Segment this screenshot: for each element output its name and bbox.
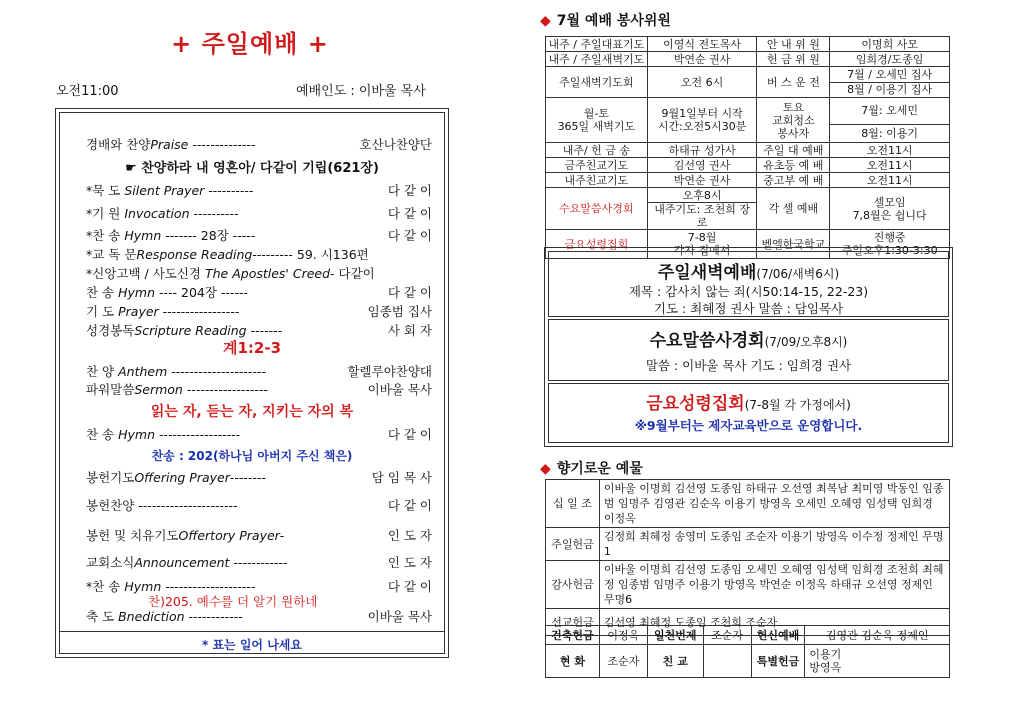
services-box bbox=[544, 247, 953, 447]
duty-section-title: ◆ 7월 예배 봉사위원 bbox=[540, 13, 671, 29]
duty-table: 내주 / 주일대표기도 이영식 전도목사 안 내 위 원 이명희 사모 내주 / 주일새벽기도 박연순 권사 헌 금 위 원 임희경/도종임 주일새벽기도회 오전 6시 버 스 운 전 7월 / 오세민 집사 8월 / 이용기 집사 월-토 365일 새벽기도 9월1일부터 시작 시간:오전5시30분 토요 교회청소 봉사자 7월: 오세민 8월: 이용기 내주/ 헌 금 송 하태규 성가사 주일 대 예배 오전11시 금주친교기도 김선영 권사 유초등 예 배 오전11시 내주친교기도 박연순 권사 중고부 예 배 오전11시 수요말씀사경회 오후8시 각 셀 예배 셀모임 7,8월은 쉽니다 내주기도: 조천희 장로 금요성령집회 7-8월 각자 집에서 벧엘한국학교 진행중 주일오후1:30-3:30 bbox=[545, 36, 950, 259]
diamond-icon: ◆ bbox=[540, 461, 551, 477]
page-title: + 주일예배 + bbox=[171, 30, 329, 58]
order-of-worship: 경배와 찬양Praise -------------- 호산나찬양단 ☛ 찬양하라 내 영혼아/ 다같이 기립(621장) *묵 도 Silent Prayer ---------- 다 같 이 *기 원 Invocation ---------- 다 같 이 *찬 송 Hymn ------- 28장 ----- 다 같 이 *교 독 문Response Reading--------- 59. 시136편 *신앙고백 / 사도신경 The Apostles' Creed- 다같이 찬 송 Hymn ---- 204장 ------ 다 같 이 기 도 Prayer ----------------- 임종범 집사 성경봉독Scripture Reading ------- 사 회 자 계1:2-3 찬 양 Anthem --------------------- 할렐루야찬양대 파워말씀Sermon ------------------ 이바울 목사 읽는 자, 듣는 자, 지키는 자의 복 찬 송 Hymn ------------------ 다 같 이 찬송 : 202(하나님 아버지 주신 책은) 봉헌기도Offering Prayer-------- 담 임 목 사 봉헌찬양 ---------------------- 다 같 이 봉헌 및 치유기도Offertory Prayer- 인 도 자 교회소식Announcement ------------ 인 도 자 *찬 송 Hymn -------------------- 다 같 이 찬)205. 예수를 더 알기 원하네 축 도 Bnediction ------------ 이바울 목사 * 표는 일어 나세요 bbox=[59, 112, 445, 654]
offering-table: 십 일 조 이바울 이명희 김선영 도종임 하태규 오선영 최복남 최미영 박동인 임종범 임명주 김영관 김순옥 이용기 방영옥 오세민 오혜영 임성택 임희경 이정옥 주일헌금 김정희 최혜정 송영미 도종임 조순자 이용기 방영옥 이수정 정제인 무명1 감사헌금 이바울 이명희 김선영 도종임 오세민 오혜영 임성택 임희경 조천희 최혜정 임종범 임명주 이용기 방영옥 박연순 이정옥 하태규 오선영 정제인 무명6 선교헌금 김선영 최혜정 도종임 조천희 조순자 bbox=[545, 479, 950, 636]
service-time: 오전11:00 bbox=[56, 84, 119, 99]
stand-note: * 표는 일어 나세요 bbox=[202, 638, 302, 652]
diamond-icon: ◆ bbox=[540, 13, 551, 29]
closing-hymn: 찬)205. 예수를 더 알기 원하네 bbox=[148, 594, 318, 609]
offering-section-title: ◆ 향기로운 예물 bbox=[540, 461, 643, 477]
sermon-title: 읽는 자, 듣는 자, 지키는 자의 복 bbox=[150, 404, 354, 420]
service-leader: 예배인도 : 이바울 목사 bbox=[296, 84, 426, 99]
friday-service-box: 금요성령집회(7-8월 각 가정에서) ※9월부터는 제자교육반으로 운영합니다. bbox=[548, 383, 949, 443]
dawn-service-box: 주일새벽예배(7/06/새벽6시) 제목 : 감사치 않는 죄(시50:14-15, 22-23) 기도 : 최혜정 권사 말씀 : 담임목사 bbox=[548, 251, 949, 317]
scripture-reference: 계1:2-3 bbox=[222, 339, 282, 357]
wednesday-service-box: 수요말씀사경회(7/09/오후8시) 말씀 : 이바울 목사 기도 : 임희경 권사 bbox=[548, 319, 949, 381]
opening-hymn: ☛ 찬양하라 내 영혼아/ 다같이 기립(621장) bbox=[125, 161, 379, 176]
offering-table-2: 건축헌금 이정옥 일천번제 조순자 헌신예배 김영관 김순옥 정제인 현 화 조순자 친 교 특별헌금 이용기 방영옥 bbox=[545, 625, 950, 678]
divider bbox=[60, 631, 444, 632]
hymn-note: 찬송 : 202(하나님 아버지 주신 책은) bbox=[151, 449, 353, 463]
